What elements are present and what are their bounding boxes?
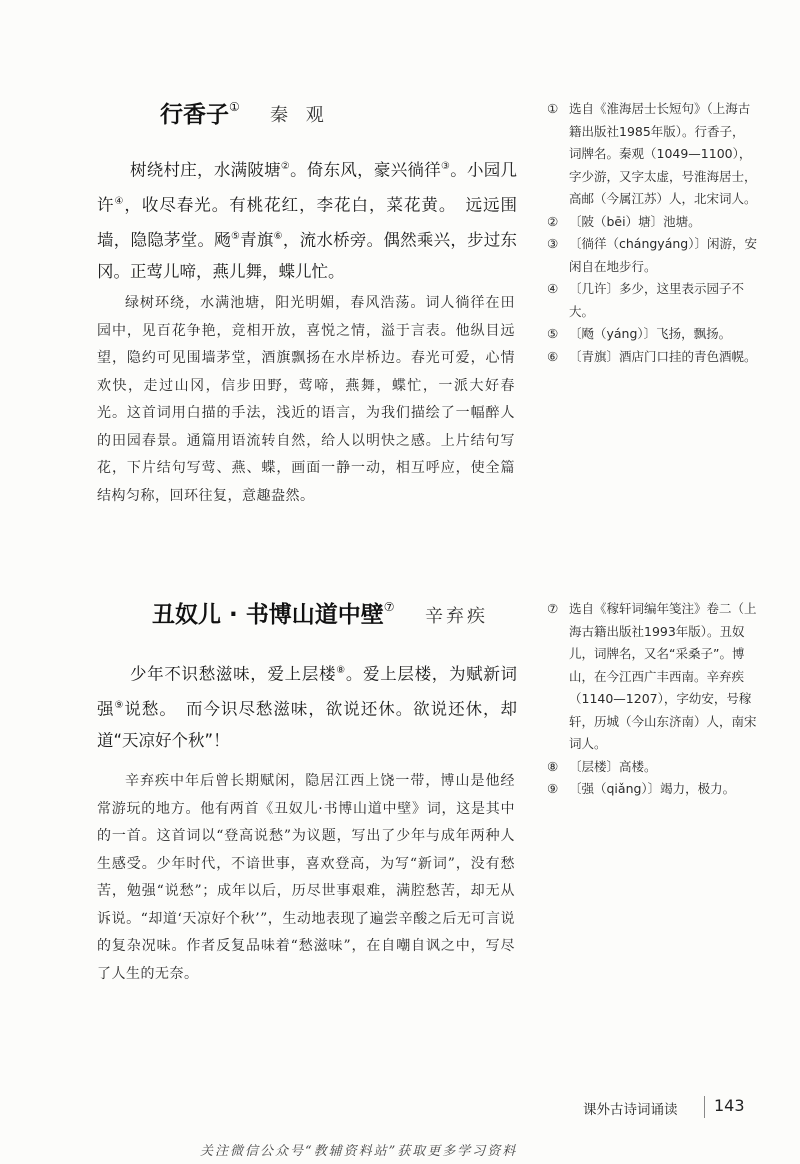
poem2-note-marker: ⑨ — [114, 700, 125, 711]
note-number: ② — [547, 213, 559, 229]
note-text: 〔层楼〕高楼。 — [569, 758, 657, 774]
poem1-text-segment: 。倚东风，豪兴徜徉 — [290, 160, 441, 180]
poem2-text-segment: 少年不识愁滋味，爱上层楼 — [130, 664, 337, 684]
poem1-text-segment: ，收尽春光。有桃花红，李花白，菜花黄。 远远围墙，隐隐茅堂。飏 — [97, 195, 518, 250]
poem1-note-marker: ⑤ — [230, 231, 241, 242]
poem2-title-text: 丑奴儿 · 书博山道中壁 — [152, 602, 384, 628]
note-text: 〔几许〕多少，这里表示园子不大。 — [569, 281, 745, 319]
poem2-title — [152, 596, 395, 629]
poem2-text-paragraph — [97, 655, 517, 757]
poem1-title — [160, 96, 240, 129]
note-text: 选自《淮海居士长短句》（上海古籍出版社1985年版）。行香子，词牌名。秦观（1049—1100），字少游，又字太虚，号淮海居士，高邮（今属江苏）人，北宋词人。 — [569, 101, 757, 206]
poem1-note-marker: ② — [280, 161, 291, 172]
poem1-title-text: 行香子 — [160, 102, 229, 128]
footer-separator — [704, 1096, 705, 1118]
poem1-text-segment: 。小园几许 — [97, 160, 518, 215]
note-item — [547, 278, 757, 323]
note-text: 〔飏（yáng）〕飞扬，飘扬。 — [569, 326, 732, 341]
poem2-commentary-text: 辛弃疾中年后曾长期赋闲，隐居江西上饶一带，博山是他经常游玩的地方。他有两首《丑奴儿·书博山道中壁》词，这是其中的一首。这首词以“登高说愁”为议题，写出了少年与成年两种人生感受。少年时代，不谙世事，喜欢登高，为写“新词”，没有愁苦，勉强“说愁”；成年以后，历尽世事艰难，满腔愁苦，却无从诉说。“却道‘天凉好个秋’”，生动地表现了遍尝辛酸之后无可言说的复杂况味。作者反复品味着“愁滋味”，在自嘲自讽之中，写尽了人生的无奈。 — [97, 773, 515, 982]
note-item — [547, 98, 757, 211]
poem2-notes — [547, 598, 757, 801]
poem1-text-paragraph — [97, 151, 517, 288]
poem2-author: 辛弃疾 — [425, 606, 488, 627]
note-number: ③ — [547, 236, 559, 251]
poem1-text-segment: ，流水桥旁。偶然乘兴，步过东冈。正莺儿啼，燕儿舞，蝶儿忙。 — [97, 230, 518, 281]
poem1-note-marker: ③ — [440, 161, 451, 172]
section-label: 课外古诗词诵读 — [583, 1102, 678, 1118]
note-text: 〔徜徉（chángyáng）〕闲游，安闲自在地步行。 — [569, 236, 757, 274]
poem1-author: 秦 观 — [270, 105, 330, 126]
note-item — [547, 211, 757, 234]
note-number: ④ — [547, 281, 559, 296]
poem1-text-segment: 树绕村庄，水满陂塘 — [130, 160, 281, 180]
note-item — [547, 778, 757, 801]
note-number: ⑥ — [547, 348, 559, 364]
poem1-notes — [547, 98, 757, 368]
poem1-note-marker: ⑥ — [273, 231, 283, 242]
poem2-text-segment: 。爱上层楼，为赋新词强 — [97, 664, 518, 719]
note-item — [547, 323, 757, 346]
note-number: ⑨ — [547, 781, 559, 796]
poem1-commentary-text: 绿树环绕，水满池塘，阳光明媚，春风浩荡。词人徜徉在田园中，见百花争艳，竞相开放，喜悦之情，溢于言表。他纵目远望，隐约可见围墙茅堂，酒旗飘扬在水岸桥边。春光可爱，心情欢快，走过山冈，信步田野，莺啼，燕舞，蝶忙，一派大好春光。这首词用白描的手法，浅近的语言，为我们描绘了一幅醉人的田园春景。通篇用语流转自然，给人以明快之感。上片结句写花，下片结句写莺、燕、蝶，画面一静一动，相互呼应，使全篇结构匀称，回环往复，意趣盎然。 — [97, 295, 515, 504]
poem2-text-segment: 说愁。 而今识尽愁滋味，欲说还休。欲说还休，却道“天凉好个秋”！ — [97, 699, 518, 750]
note-item — [547, 756, 757, 779]
poem1-text-segment: 青旗 — [240, 230, 274, 250]
note-number: ⑦ — [547, 601, 559, 616]
poem1-commentary — [97, 290, 515, 510]
note-item — [547, 233, 757, 278]
note-text: 〔陂（bēi）塘〕池塘。 — [569, 213, 701, 229]
poem1-note-marker: ④ — [114, 196, 125, 207]
note-number: ⑤ — [547, 326, 559, 341]
poem1-title-note-marker: ① — [229, 100, 240, 115]
poem1-body — [97, 151, 517, 288]
poem2-commentary — [97, 768, 515, 988]
note-number: ① — [547, 101, 559, 116]
poem2-note-marker: ⑧ — [336, 665, 346, 676]
poem2-title-note-marker: ⑦ — [383, 600, 395, 615]
page-number: 143 — [714, 1096, 745, 1115]
footer-banner: 关注微信公众号“教辅资料站”获取更多学习资料 — [200, 1144, 518, 1159]
note-number: ⑧ — [547, 758, 559, 774]
note-item — [547, 598, 757, 756]
poem2-body — [97, 655, 517, 757]
note-text: 选自《稼轩词编年笺注》卷二（上海古籍出版社1993年版）。丑奴儿，词牌名，又名“采桑子”。博山，在今江西广丰西南。辛弃疾（1140—1207），字幼安，号稼轩，历城（今山东济南）人，南宋词人。 — [569, 601, 757, 751]
note-text: 〔青旗〕酒店门口挂的青色酒幌。 — [569, 348, 757, 364]
note-item — [547, 346, 757, 369]
note-text: 〔强（qiǎng）〕竭力，极力。 — [569, 781, 736, 796]
